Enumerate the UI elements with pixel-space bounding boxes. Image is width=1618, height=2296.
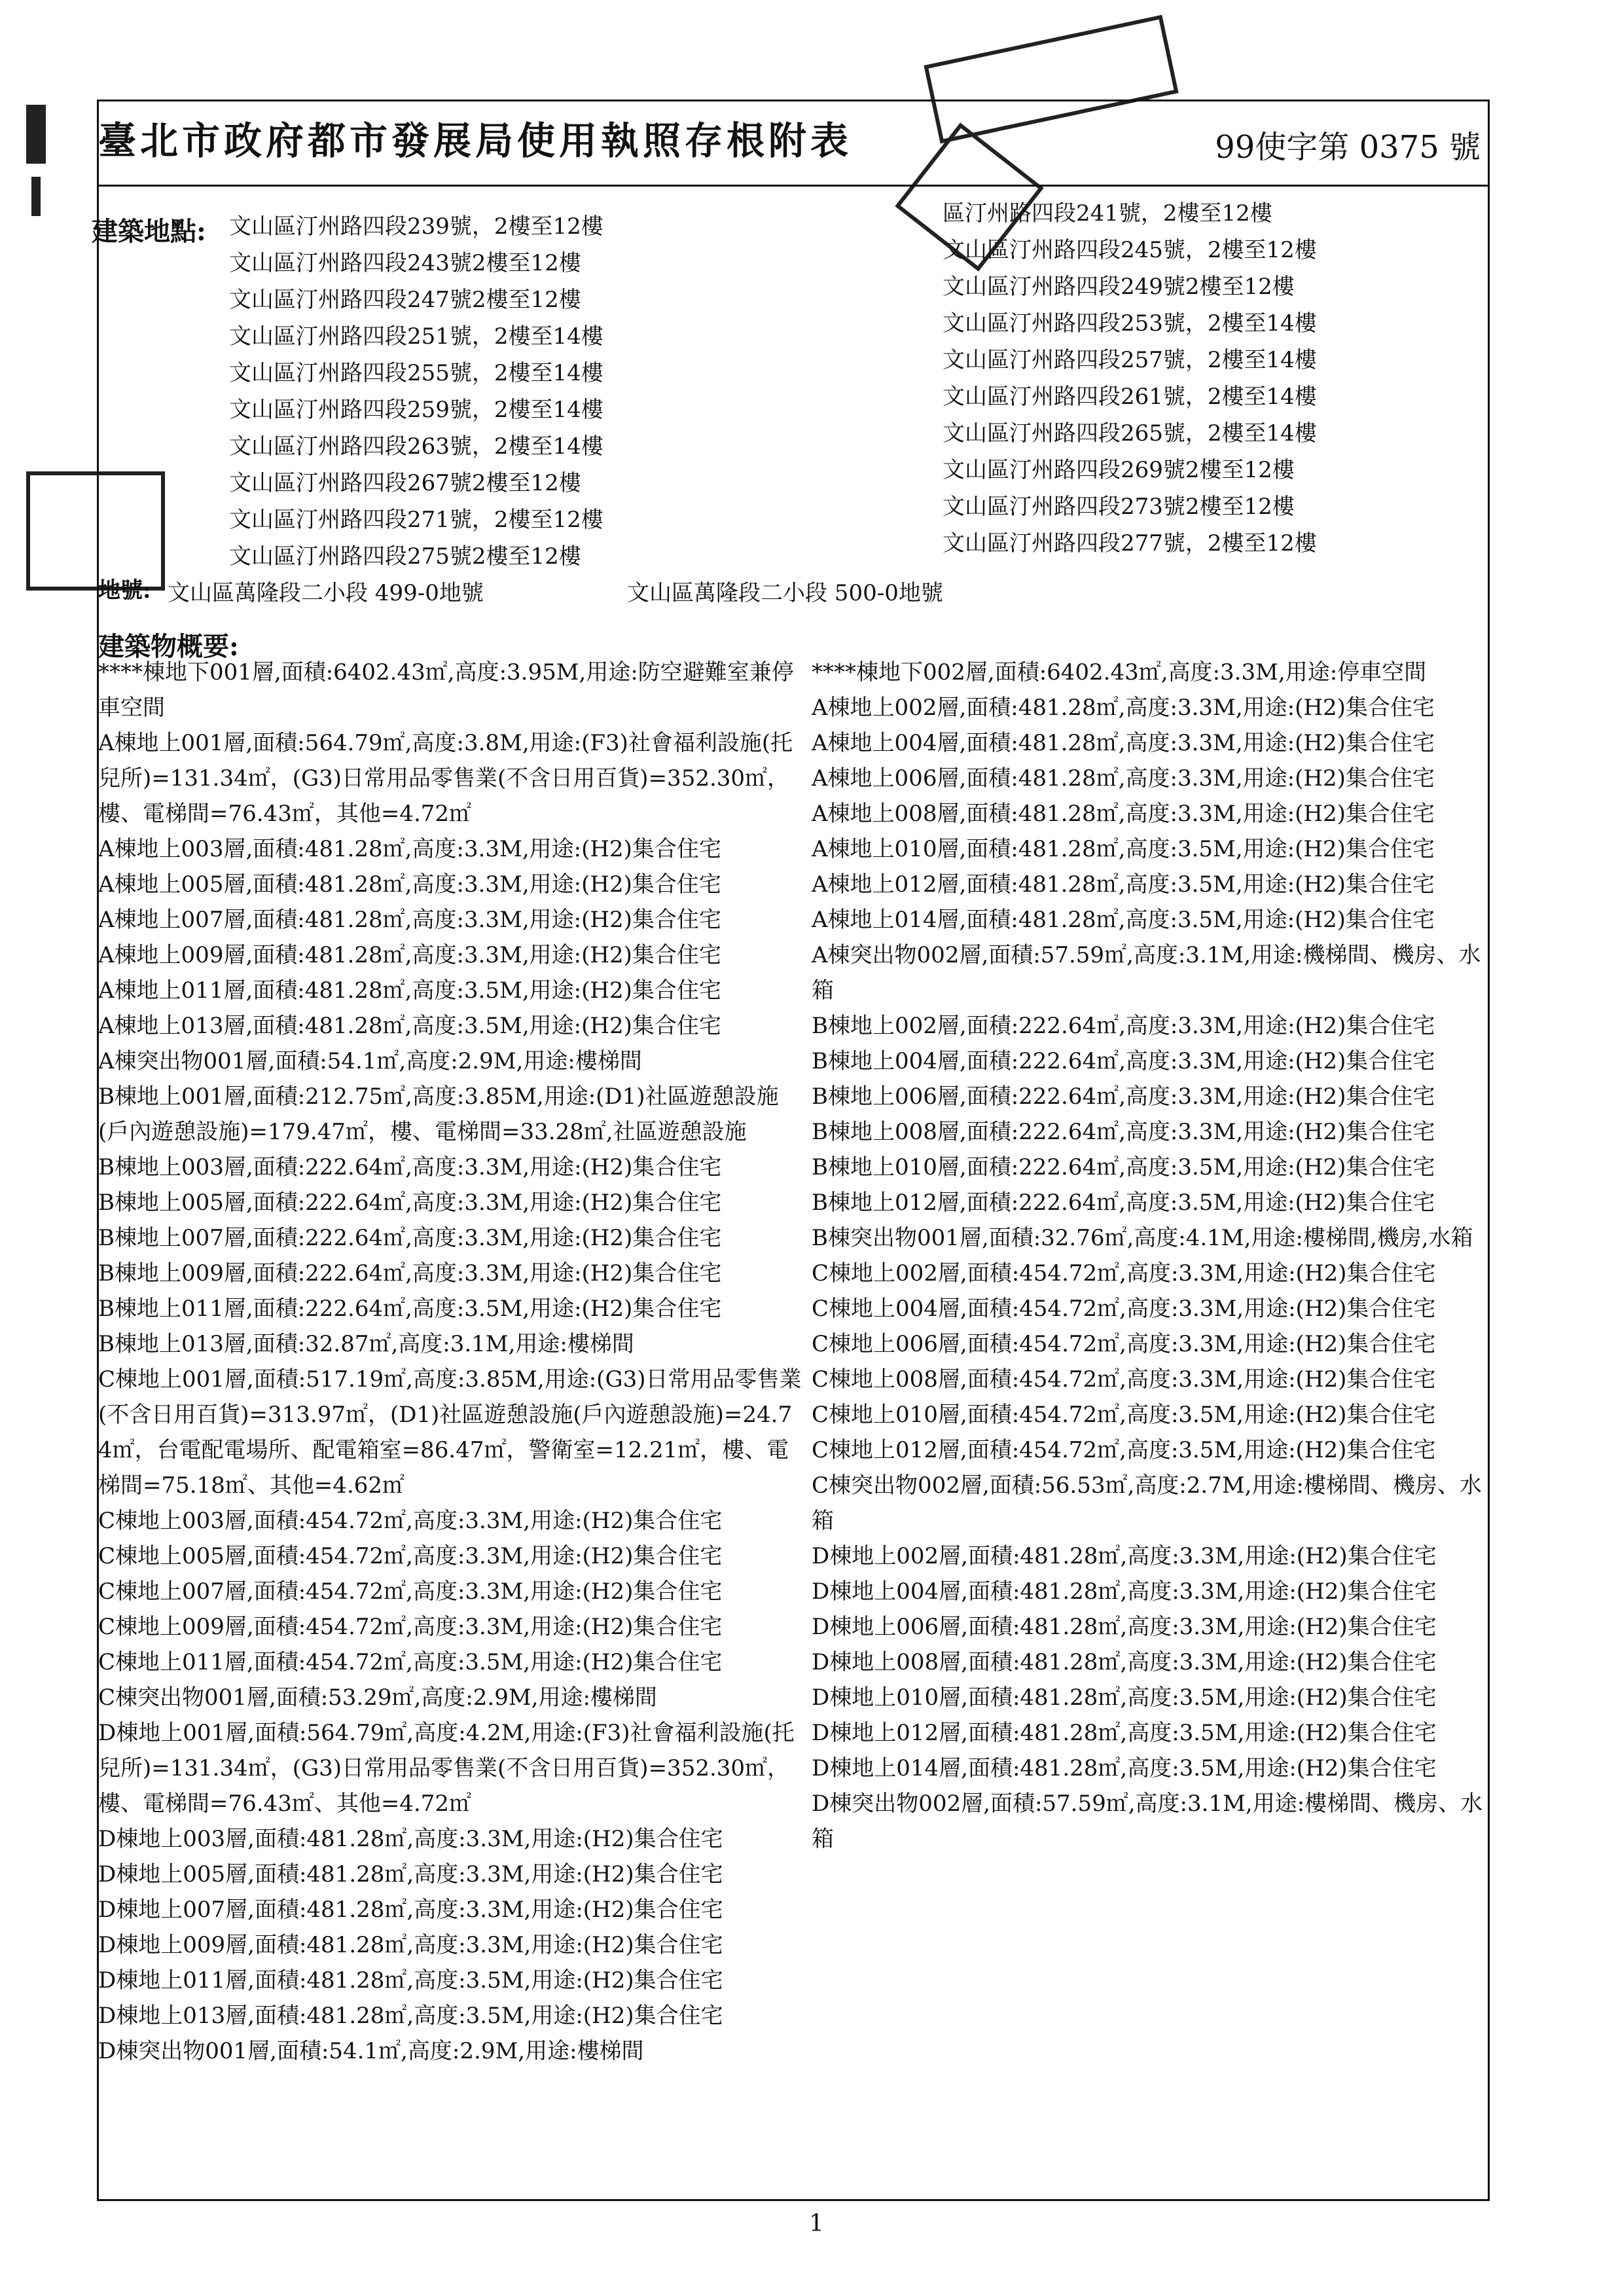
floor-entry: D棟突出物002層,面積:57.59㎡,高度:3.1M,用途:樓梯間、機房、水箱 [812, 1791, 1483, 1852]
floor-entry: A棟突出物002層,面積:57.59㎡,高度:3.1M,用途:機梯間、機房、水箱 [812, 942, 1481, 1004]
site-label: 建築地點: [92, 216, 206, 247]
floor-entry: D棟地上007層,面積:481.28㎡,高度:3.3M,用途:(H2)集合住宅 [98, 1897, 723, 1923]
floor-entry: A棟地上007層,面積:481.28㎡,高度:3.3M,用途:(H2)集合住宅 [98, 907, 721, 933]
floor-entry: A棟地上012層,面積:481.28㎡,高度:3.5M,用途:(H2)集合住宅 [812, 871, 1435, 898]
site-address: 文山區汀州路四段249號2樓至12樓 [943, 274, 1295, 300]
floor-entry: B棟地上001層,面積:212.75㎡,高度:3.85M,用途:(D1)社區遊憩設施(戶內遊憩設施)=179.47㎡，樓、電梯間=33.28㎡,社區遊憩設施 [98, 1084, 779, 1145]
floor-entry: A棟地上009層,面積:481.28㎡,高度:3.3M,用途:(H2)集合住宅 [98, 942, 721, 968]
floor-entry: B棟地上009層,面積:222.64㎡,高度:3.3M,用途:(H2)集合住宅 [98, 1260, 722, 1286]
floor-entry: B棟地上004層,面積:222.64㎡,高度:3.3M,用途:(H2)集合住宅 [812, 1048, 1435, 1074]
floor-entry: B棟地上003層,面積:222.64㎡,高度:3.3M,用途:(H2)集合住宅 [98, 1154, 722, 1180]
site-address: 區汀州路四段241號，2樓至12樓 [943, 200, 1272, 227]
floor-entry: B棟地上006層,面積:222.64㎡,高度:3.3M,用途:(H2)集合住宅 [812, 1084, 1435, 1110]
floor-entry: D棟突出物001層,面積:54.1㎡,高度:2.9M,用途:樓梯間 [98, 2038, 644, 2064]
floor-entry: D棟地上002層,面積:481.28㎡,高度:3.3M,用途:(H2)集合住宅 [812, 1543, 1437, 1569]
floor-entry: C棟地上007層,面積:454.72㎡,高度:3.3M,用途:(H2)集合住宅 [98, 1578, 723, 1605]
floor-entry: C棟地上003層,面積:454.72㎡,高度:3.3M,用途:(H2)集合住宅 [98, 1508, 723, 1534]
floor-entry: D棟地上003層,面積:481.28㎡,高度:3.3M,用途:(H2)集合住宅 [98, 1826, 723, 1852]
header-divider [97, 185, 1490, 187]
site-address: 文山區汀州路四段269號2樓至12樓 [943, 457, 1295, 483]
lot-number-1: 文山區萬隆段二小段 499-0地號 [168, 580, 484, 606]
site-addresses-left [229, 208, 603, 575]
lot-number-2: 文山區萬隆段二小段 500-0地號 [627, 580, 943, 606]
site-addresses-right [943, 195, 1317, 562]
floor-entry: B棟地上005層,面積:222.64㎡,高度:3.3M,用途:(H2)集合住宅 [98, 1190, 722, 1216]
floor-entry: C棟地上008層,面積:454.72㎡,高度:3.3M,用途:(H2)集合住宅 [812, 1366, 1436, 1393]
scan-mark-left-2 [31, 177, 41, 216]
floor-entry: B棟地上011層,面積:222.64㎡,高度:3.5M,用途:(H2)集合住宅 [98, 1296, 722, 1322]
floor-entry: C棟地上011層,面積:454.72㎡,高度:3.5M,用途:(H2)集合住宅 [98, 1649, 723, 1675]
floor-entry: D棟地上008層,面積:481.28㎡,高度:3.3M,用途:(H2)集合住宅 [812, 1649, 1437, 1675]
site-address: 文山區汀州路四段253號，2樓至14樓 [943, 310, 1317, 337]
floor-entry: B棟地上007層,面積:222.64㎡,高度:3.3M,用途:(H2)集合住宅 [98, 1225, 722, 1251]
floor-entry: D棟地上014層,面積:481.28㎡,高度:3.5M,用途:(H2)集合住宅 [812, 1755, 1437, 1781]
floor-entry: B棟地上010層,面積:222.64㎡,高度:3.5M,用途:(H2)集合住宅 [812, 1154, 1435, 1180]
site-address: 文山區汀州路四段243號2樓至12樓 [229, 250, 581, 276]
floor-entry: B棟地上008層,面積:222.64㎡,高度:3.3M,用途:(H2)集合住宅 [812, 1119, 1435, 1145]
floor-entry: C棟突出物001層,面積:53.29㎡,高度:2.9M,用途:樓梯間 [98, 1685, 657, 1711]
site-address: 文山區汀州路四段267號2樓至12樓 [229, 470, 581, 496]
floor-entry: B棟地上012層,面積:222.64㎡,高度:3.5M,用途:(H2)集合住宅 [812, 1190, 1435, 1216]
floor-entry: C棟地上001層,面積:517.19㎡,高度:3.85M,用途:(G3)日常用品零售業(不含日用百貨)=313.97㎡，(D1)社區遊憩設施(戶內遊憩設施)=24.74㎡，台電配電場所、配電箱室=86.47㎡，警衛室=12.21㎡，樓、電梯間=75.18㎡、其他=4.62㎡ [98, 1366, 802, 1499]
site-address: 文山區汀州路四段247號2樓至12樓 [229, 287, 581, 313]
lot-label: 地號: [98, 577, 151, 604]
permit-number: 99使字第 0375 號 [1215, 129, 1481, 166]
site-address: 文山區汀州路四段239號，2樓至12樓 [229, 213, 603, 240]
floor-entry: A棟地上002層,面積:481.28㎡,高度:3.3M,用途:(H2)集合住宅 [812, 695, 1435, 721]
floor-entry: C棟地上002層,面積:454.72㎡,高度:3.3M,用途:(H2)集合住宅 [812, 1260, 1436, 1286]
floor-entry: D棟地上013層,面積:481.28㎡,高度:3.5M,用途:(H2)集合住宅 [98, 2003, 723, 2029]
site-address: 文山區汀州路四段245號，2樓至12樓 [943, 237, 1317, 263]
floor-entry: D棟地上010層,面積:481.28㎡,高度:3.5M,用途:(H2)集合住宅 [812, 1685, 1437, 1711]
site-address: 文山區汀州路四段259號，2樓至14樓 [229, 397, 603, 423]
floor-entry: C棟地上010層,面積:454.72㎡,高度:3.5M,用途:(H2)集合住宅 [812, 1402, 1436, 1428]
scan-mark-left [26, 105, 46, 164]
site-address: 文山區汀州路四段263號，2樓至14樓 [229, 433, 603, 460]
overview-right-column [812, 655, 1492, 1857]
floor-entry: B棟地上002層,面積:222.64㎡,高度:3.3M,用途:(H2)集合住宅 [812, 1013, 1435, 1039]
floor-entry: ****棟地下001層,面積:6402.43㎡,高度:3.95M,用途:防空避難室兼停車空間 [98, 659, 794, 721]
document-title: 臺北市政府都市發展局使用執照存根附表 [98, 118, 853, 163]
floor-entry: D棟地上009層,面積:481.28㎡,高度:3.3M,用途:(H2)集合住宅 [98, 1932, 723, 1958]
floor-entry: A棟地上003層,面積:481.28㎡,高度:3.3M,用途:(H2)集合住宅 [98, 836, 721, 862]
site-address: 文山區汀州路四段277號，2樓至12樓 [943, 530, 1317, 556]
page-number: 1 [809, 2210, 824, 2237]
floor-entry: B棟地上013層,面積:32.87㎡,高度:3.1M,用途:樓梯間 [98, 1331, 634, 1357]
floor-entry: A棟地上008層,面積:481.28㎡,高度:3.3M,用途:(H2)集合住宅 [812, 801, 1435, 827]
floor-entry: ****棟地下002層,面積:6402.43㎡,高度:3.3M,用途:停車空間 [812, 659, 1427, 685]
floor-entry: C棟突出物002層,面積:56.53㎡,高度:2.7M,用途:樓梯間、機房、水箱 [812, 1472, 1482, 1534]
site-address: 文山區汀州路四段273號2樓至12樓 [943, 494, 1295, 520]
floor-entry: C棟地上012層,面積:454.72㎡,高度:3.5M,用途:(H2)集合住宅 [812, 1437, 1436, 1463]
floor-entry: C棟地上006層,面積:454.72㎡,高度:3.3M,用途:(H2)集合住宅 [812, 1331, 1436, 1357]
site-address: 文山區汀州路四段255號，2樓至14樓 [229, 360, 603, 386]
site-address: 文山區汀州路四段251號，2樓至14樓 [229, 323, 603, 350]
floor-entry: A棟突出物001層,面積:54.1㎡,高度:2.9M,用途:樓梯間 [98, 1048, 642, 1074]
site-address: 文山區汀州路四段257號，2樓至14樓 [943, 347, 1317, 373]
floor-entry: D棟地上011層,面積:481.28㎡,高度:3.5M,用途:(H2)集合住宅 [98, 1967, 723, 1994]
floor-entry: A棟地上010層,面積:481.28㎡,高度:3.5M,用途:(H2)集合住宅 [812, 836, 1435, 862]
floor-entry: C棟地上005層,面積:454.72㎡,高度:3.3M,用途:(H2)集合住宅 [98, 1543, 723, 1569]
overview-label: 建築物概要: [98, 631, 239, 662]
floor-entry: A棟地上011層,面積:481.28㎡,高度:3.5M,用途:(H2)集合住宅 [98, 977, 721, 1004]
site-address: 文山區汀州路四段275號2樓至12樓 [229, 543, 581, 570]
floor-entry: A棟地上014層,面積:481.28㎡,高度:3.5M,用途:(H2)集合住宅 [812, 907, 1435, 933]
site-address: 文山區汀州路四段271號，2樓至12樓 [229, 507, 603, 533]
floor-entry: D棟地上004層,面積:481.28㎡,高度:3.3M,用途:(H2)集合住宅 [812, 1578, 1437, 1605]
floor-entry: C棟地上009層,面積:454.72㎡,高度:3.3M,用途:(H2)集合住宅 [98, 1614, 723, 1640]
floor-entry: A棟地上004層,面積:481.28㎡,高度:3.3M,用途:(H2)集合住宅 [812, 730, 1435, 756]
floor-entry: A棟地上006層,面積:481.28㎡,高度:3.3M,用途:(H2)集合住宅 [812, 765, 1435, 792]
site-address: 文山區汀州路四段261號，2樓至14樓 [943, 384, 1317, 410]
floor-entry: D棟地上001層,面積:564.79㎡,高度:4.2M,用途:(F3)社會福利設施(托兒所)=131.34㎡，(G3)日常用品零售業(不含日用百貨)=352.30㎡，樓、電梯間=76.43㎡、其他=4.72㎡ [98, 1720, 795, 1817]
site-address: 文山區汀州路四段265號，2樓至14樓 [943, 420, 1317, 446]
floor-entry: B棟突出物001層,面積:32.76㎡,高度:4.1M,用途:樓梯間,機房,水箱 [812, 1225, 1473, 1251]
floor-entry: D棟地上005層,面積:481.28㎡,高度:3.3M,用途:(H2)集合住宅 [98, 1861, 723, 1887]
floor-entry: C棟地上004層,面積:454.72㎡,高度:3.3M,用途:(H2)集合住宅 [812, 1296, 1436, 1322]
overview-left-column [98, 655, 805, 2069]
floor-entry: A棟地上013層,面積:481.28㎡,高度:3.5M,用途:(H2)集合住宅 [98, 1013, 721, 1039]
floor-entry: A棟地上001層,面積:564.79㎡,高度:3.8M,用途:(F3)社會福利設施(托兒所)=131.34㎡，(G3)日常用品零售業(不含日用百貨)=352.30㎡，樓、電梯間=76.43㎡，其他=4.72㎡ [98, 730, 793, 827]
floor-entry: D棟地上012層,面積:481.28㎡,高度:3.5M,用途:(H2)集合住宅 [812, 1720, 1437, 1746]
floor-entry: D棟地上006層,面積:481.28㎡,高度:3.3M,用途:(H2)集合住宅 [812, 1614, 1437, 1640]
floor-entry: A棟地上005層,面積:481.28㎡,高度:3.3M,用途:(H2)集合住宅 [98, 871, 721, 898]
